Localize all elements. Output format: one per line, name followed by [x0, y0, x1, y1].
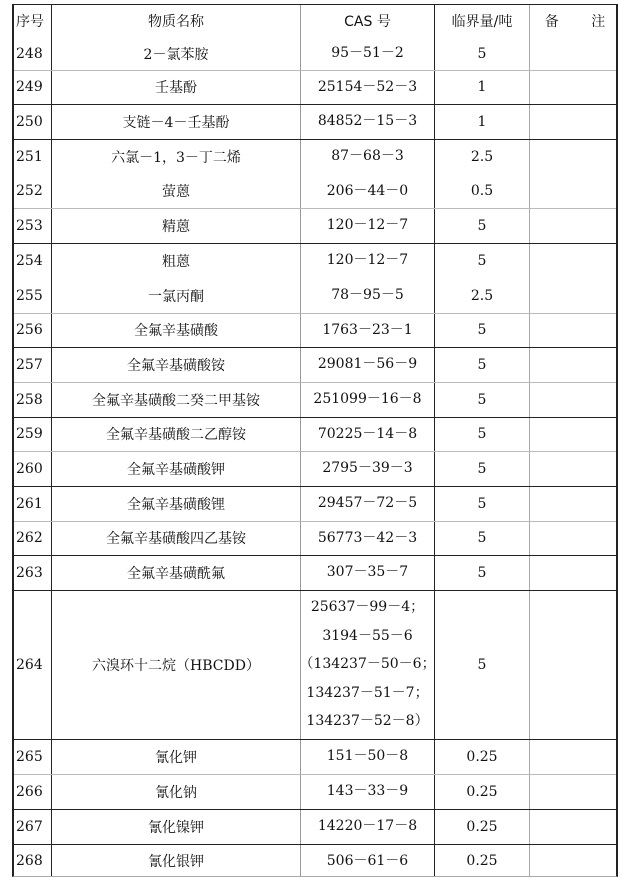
row-threshold-quantity: 5 [477, 45, 487, 62]
table-row [14, 382, 616, 417]
table-row [14, 174, 616, 208]
row-threshold-quantity: 5 [477, 426, 487, 442]
table-row [14, 313, 616, 347]
row-threshold-quantity: 5 [477, 495, 487, 512]
row-remarks [530, 70, 618, 104]
row-cas-number: 56773－42－3 [317, 529, 418, 546]
row-serial-number: 254 [16, 252, 43, 269]
row-substance-name: 全氟辛基磺酸钾 [127, 461, 225, 478]
row-remarks [530, 208, 618, 243]
row-substance-name: 全氟辛基磺酸锂 [127, 496, 225, 513]
row-remarks [530, 139, 618, 174]
table-row [14, 521, 616, 555]
row-substance-name: 粗蒽 [162, 253, 190, 270]
row-remarks [530, 521, 618, 555]
row-substance-name: 氰化钠 [155, 784, 197, 801]
row-remarks [530, 382, 618, 417]
row-cas-number: 25637－99－4； 3194－55－6 （134237－50－6； 134237－51－7； 134237－52－8） [299, 599, 436, 730]
table-row [14, 739, 616, 774]
row-cas-number: 251099－16－8 [313, 391, 422, 408]
row-substance-name: 氰化镍钾 [148, 819, 204, 836]
row-serial-number: 261 [16, 495, 43, 512]
row-cas-number: 29457－72－5 [317, 495, 418, 512]
row-cas-number: 206－44－0 [326, 182, 409, 199]
row-cas-number: 95－51－2 [331, 45, 404, 62]
row-cas-number: 120－12－7 [326, 217, 409, 234]
row-substance-name: 壬基酚 [155, 80, 197, 96]
row-remarks [530, 739, 618, 774]
header-serial-number: 序号 [16, 14, 44, 30]
row-serial-number: 267 [16, 818, 43, 835]
row-serial-number: 260 [16, 460, 43, 477]
row-serial-number: 252 [16, 183, 43, 199]
row-serial-number: 262 [16, 530, 43, 546]
row-remarks [530, 174, 618, 208]
row-cas-number: 307－35－7 [326, 564, 409, 581]
row-substance-name: 全氟辛基磺酸铵 [127, 357, 225, 374]
row-substance-name: 支链－4－壬基酚 [122, 114, 230, 131]
row-serial-number: 250 [16, 113, 43, 130]
table-row [14, 278, 616, 313]
row-cas-number: 1763－23－1 [322, 321, 413, 338]
row-threshold-quantity: 0.25 [466, 853, 498, 869]
row-cas-number: 506－61－6 [326, 852, 409, 869]
table-row [14, 844, 616, 878]
table-row [14, 347, 616, 382]
row-serial-number: 257 [16, 356, 43, 373]
table-row [14, 70, 616, 104]
row-serial-number: 248 [16, 45, 43, 62]
row-remarks [530, 417, 618, 451]
row-threshold-quantity: 5 [477, 356, 487, 373]
row-remarks [530, 243, 618, 278]
row-remarks [530, 451, 618, 486]
row-substance-name: 六氯－1，3－丁二烯 [111, 149, 241, 166]
table-row [14, 104, 616, 139]
row-threshold-quantity: 5 [477, 656, 487, 673]
table-row [14, 139, 616, 174]
row-serial-number: 253 [16, 217, 43, 234]
row-remarks [530, 37, 618, 70]
row-threshold-quantity: 5 [477, 322, 487, 338]
row-serial-number: 256 [16, 322, 43, 338]
table-row [14, 451, 616, 486]
row-serial-number: 268 [16, 853, 43, 869]
row-substance-name: 全氟辛基磺酸 [134, 323, 218, 339]
row-cas-number: 84852－15－3 [317, 113, 418, 130]
row-cas-number: 78－95－5 [331, 287, 404, 304]
table-row [14, 809, 616, 844]
row-threshold-quantity: 5 [477, 252, 487, 269]
row-substance-name: 氰化钾 [155, 749, 197, 766]
row-substance-name: 全氟辛基磺酸二乙醇铵 [106, 427, 246, 443]
table-row [14, 486, 616, 521]
header-cas-number: CAS 号 [344, 14, 391, 30]
row-substance-name: 一氯丙酮 [148, 288, 204, 305]
row-threshold-quantity: 5 [477, 391, 487, 408]
row-remarks [530, 555, 618, 590]
row-threshold-quantity: 0.5 [470, 183, 494, 199]
row-substance-name: 2－氯苯胺 [143, 46, 209, 63]
row-cas-number: 87－68－3 [331, 148, 404, 165]
row-serial-number: 266 [16, 783, 43, 800]
row-cas-number: 151－50－8 [326, 748, 409, 765]
row-threshold-quantity: 5 [477, 530, 487, 546]
table-row [14, 417, 616, 451]
table-row [14, 590, 616, 739]
row-threshold-quantity: 0.25 [466, 818, 498, 835]
table-row [14, 208, 616, 243]
row-substance-name: 全氟辛基磺酰氟 [127, 565, 225, 582]
row-remarks [530, 809, 618, 844]
row-cas-number: 29081－56－9 [317, 356, 418, 373]
row-threshold-quantity: 5 [477, 460, 487, 477]
row-remarks [530, 844, 618, 878]
row-cas-number: 14220－17－8 [317, 818, 418, 835]
row-remarks [530, 278, 618, 313]
row-threshold-quantity: 1 [477, 79, 487, 95]
row-threshold-quantity: 5 [477, 564, 487, 581]
row-threshold-quantity: 2.5 [470, 287, 494, 304]
row-remarks [530, 486, 618, 521]
row-cas-number: 143－33－9 [326, 783, 409, 800]
row-remarks [530, 590, 618, 739]
row-threshold-quantity: 0.25 [466, 783, 498, 800]
row-remarks [530, 774, 618, 809]
row-serial-number: 251 [16, 148, 43, 165]
header-remarks: 备 注 [544, 14, 620, 30]
row-substance-name: 氰化银钾 [148, 854, 204, 870]
row-substance-name: 全氟辛基磺酸四乙基铵 [106, 531, 246, 547]
row-serial-number: 265 [16, 748, 43, 765]
table-row [14, 37, 616, 70]
row-cas-number: 25154－52－3 [317, 78, 418, 95]
header-threshold-quantity: 临界量/吨 [451, 14, 513, 30]
row-cas-number: 120－12－7 [326, 252, 409, 269]
row-remarks [530, 347, 618, 382]
row-cas-number: 2795－39－3 [322, 460, 413, 477]
row-remarks [530, 104, 618, 139]
row-remarks [530, 313, 618, 347]
row-substance-name: 六溴环十二烷（HBCDD） [92, 657, 260, 674]
hazardous-substances-table [12, 4, 618, 877]
header-substance-name: 物质名称 [148, 14, 204, 30]
row-serial-number: 263 [16, 564, 43, 581]
row-serial-number: 249 [16, 79, 43, 95]
row-substance-name: 精蒽 [162, 218, 190, 235]
row-cas-number: 70225－14－8 [317, 425, 418, 442]
table-row [14, 555, 616, 590]
row-serial-number: 264 [16, 656, 43, 673]
table-header-row [14, 5, 620, 37]
row-threshold-quantity: 2.5 [470, 148, 494, 165]
row-serial-number: 255 [16, 287, 43, 304]
row-threshold-quantity: 0.25 [466, 748, 498, 765]
row-substance-name: 萤蒽 [162, 184, 190, 200]
row-serial-number: 259 [16, 426, 43, 442]
row-substance-name: 全氟辛基磺酸二癸二甲基铵 [92, 392, 260, 409]
table-row [14, 774, 616, 809]
row-threshold-quantity: 5 [477, 217, 487, 234]
row-serial-number: 258 [16, 391, 43, 408]
table-row [14, 243, 616, 278]
row-threshold-quantity: 1 [477, 113, 487, 130]
